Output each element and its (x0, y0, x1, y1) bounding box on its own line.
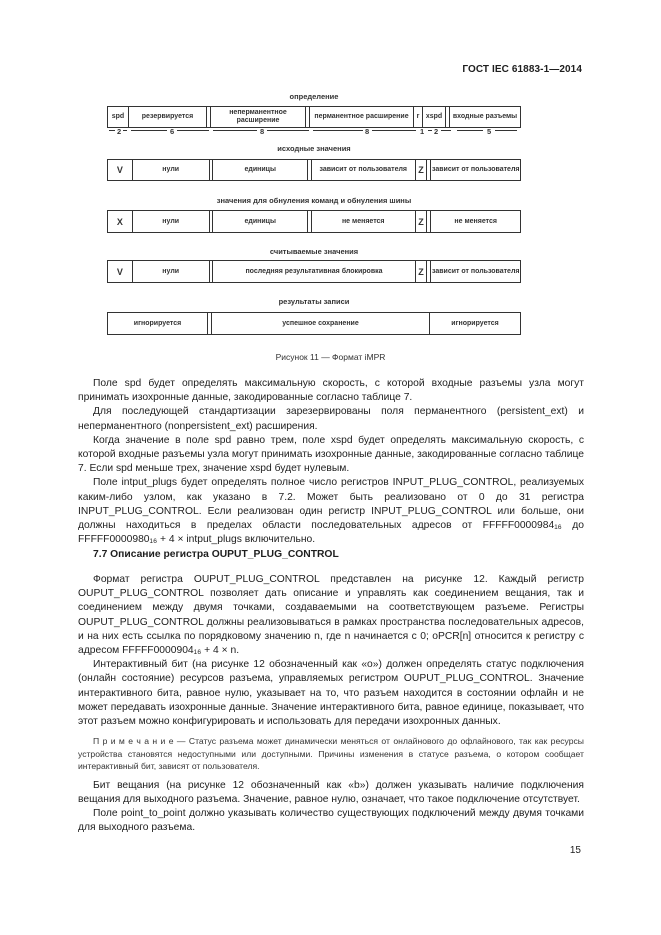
cell-unchanged: не меняется (312, 211, 416, 232)
paragraph: Бит вещания (на рисунке 12 обозначенный как «b») должен указывать наличие подключения вещания для выходного разъема. Значение, равное нулю, означает, что такое подключение отсутствует. (78, 779, 584, 805)
cell-z: Z (416, 160, 428, 180)
cell-ones: единицы (213, 211, 308, 232)
cell-last-lock: последняя результативная блокировка (213, 261, 415, 282)
field-spd: spd (108, 107, 129, 127)
bit-width: 6 (170, 127, 175, 136)
cell-user-dependent: зависит от пользователя (431, 166, 520, 173)
note: П р и м е ч а н и е — Статус разъема может динамически меняться от онлайнового до офлайнового, так как ресурсы устройства становятся недоступными или доступными. Причины изменения в статусе разъема, о котором сообщает интерактивный бит, зависят от пользователя. (78, 736, 584, 772)
bit-width: 2 (117, 127, 122, 136)
body-text-block-1 (78, 377, 584, 547)
field-r: r (414, 107, 423, 127)
cell-ones: единицы (213, 160, 308, 180)
cell-x: X (108, 211, 133, 232)
definition-label: определение (289, 92, 339, 101)
paragraph: Когда значение в поле spd равно трем, поле xspd будет определять максимальную скорость, с которой входные разъемы узла могут принимать изохронные данные, закодированные согласно таблице 7. Если spd меньше трех, значение xspd будет нулевым. (78, 434, 585, 475)
cell-v: V (108, 160, 133, 180)
field-nonpersistent-ext: неперманентное расширение (211, 107, 306, 127)
paragraph: Формат регистра OUPUT_PLUG_CONTROL представлен на рисунке 12. Каждый регистр OUPUT_PLUG_CONTROL позволяет дать описание и управлять как соединением вещания, так и соединением между двумя точками, создаваемыми на соответствующем разъеме. Регистры OUPUT_PLUG_CONTROL должны реализовываться в рамках пространства последовательных адресов, и на них есть ссылка по порядковому значению n, где n начинается с 0; oPCR[n] относится к регистру с адресом FFFFF0000904₁₆ + 4 × n. (78, 574, 584, 657)
bit-widths (107, 127, 521, 135)
reset-values-row (107, 210, 521, 233)
initial-values-row (107, 159, 521, 181)
cell-ignored: игнорируется (451, 319, 499, 327)
cell-zeros: нули (133, 160, 210, 180)
bit-width: 8 (365, 127, 370, 136)
cell-z: Z (416, 211, 428, 232)
reset-values-label: значения для обнуления команд и обнуления шины (216, 196, 412, 205)
write-results-label: результаты записи (278, 297, 350, 306)
paragraph: Интерактивный бит (на рисунке 12 обозначенный как «o») должен определять статус подключения (онлайн состояние) ресурсов разъема, управляемых регистром OUPUT_PLUG_CONTROL. Значение интерактивного бита, равное нулю, указывает на то, что разъем находится в состоянии офлайн и не может передавать изохронные данные. Значение интерактивного бита, равное единице, показывает, что этот разъем можно конфигурировать и использовать для передачи изохронных данных. (78, 659, 584, 728)
cell-successful-store: успешное сохранение (212, 313, 430, 334)
impr-format-figure (107, 92, 521, 342)
cell-unchanged: не меняется (454, 217, 497, 225)
write-results-row (107, 312, 521, 335)
field-reserved: резервируется (129, 107, 207, 127)
field-input-plugs: входные разъемы (452, 113, 518, 120)
field-xspd: xspd (423, 107, 446, 127)
paragraph: Поле intput_plugs будет определять полное число регистров INPUT_PLUG_CONTROL, реализуемых каким-либо узлом, как указано в 7.2. Может быть реализовано от 0 до 31 регистра INPUT_PLUG_CONTROL. Если реализован один регистр INPUT_PLUG_CONTROL или больше, они должны находиться в пределах области последовательных адресов от FFFFF0000984₁₆ до FFFFF0000980₁₆ + 4 × intput_plugs включительно. (78, 477, 584, 546)
read-values-label: считываемые значения (269, 247, 359, 256)
figure-caption: Рисунок 11 — Формат iMPR (275, 352, 386, 362)
section-heading: 7.7 Описание регистра OUPUT_PLUG_CONTROL (93, 549, 339, 560)
cell-zeros: нули (133, 211, 210, 232)
bit-width: 2 (434, 127, 439, 136)
definition-row (107, 106, 521, 128)
page-number: 15 (569, 845, 581, 856)
document-header: ГОСТ IEC 61883-1—2014 (462, 64, 582, 75)
cell-zeros: нули (133, 261, 210, 282)
cell-ignored: игнорируется (108, 313, 208, 334)
body-text-block-2 (78, 573, 584, 836)
bit-width: 8 (260, 127, 265, 136)
paragraph: Поле point_to_point должно указывать количество существующих подключений между двумя точками для выходного разъема. (78, 808, 584, 834)
paragraph: Поле spd будет определять максимальную скорость, с которой входные разъемы узла могут принимать изохронные данные, закодированные согласно таблице 7. (78, 378, 584, 404)
bit-width: 5 (487, 127, 492, 136)
cell-v: V (108, 261, 133, 282)
cell-user-dependent: зависит от пользователя (431, 267, 520, 275)
read-values-row (107, 260, 521, 283)
cell-z: Z (416, 261, 428, 282)
paragraph: Для последующей стандартизации зарезервированы поля перманентного (persistent_ext) и неперманентного (nonpersistent_ext) расширения. (78, 406, 584, 432)
bit-width: 1 (420, 127, 425, 136)
cell-user-dependent: зависит от пользователя (312, 160, 416, 180)
field-persistent-ext: перманентное расширение (310, 107, 414, 127)
initial-values-label: исходные значения (277, 144, 351, 153)
